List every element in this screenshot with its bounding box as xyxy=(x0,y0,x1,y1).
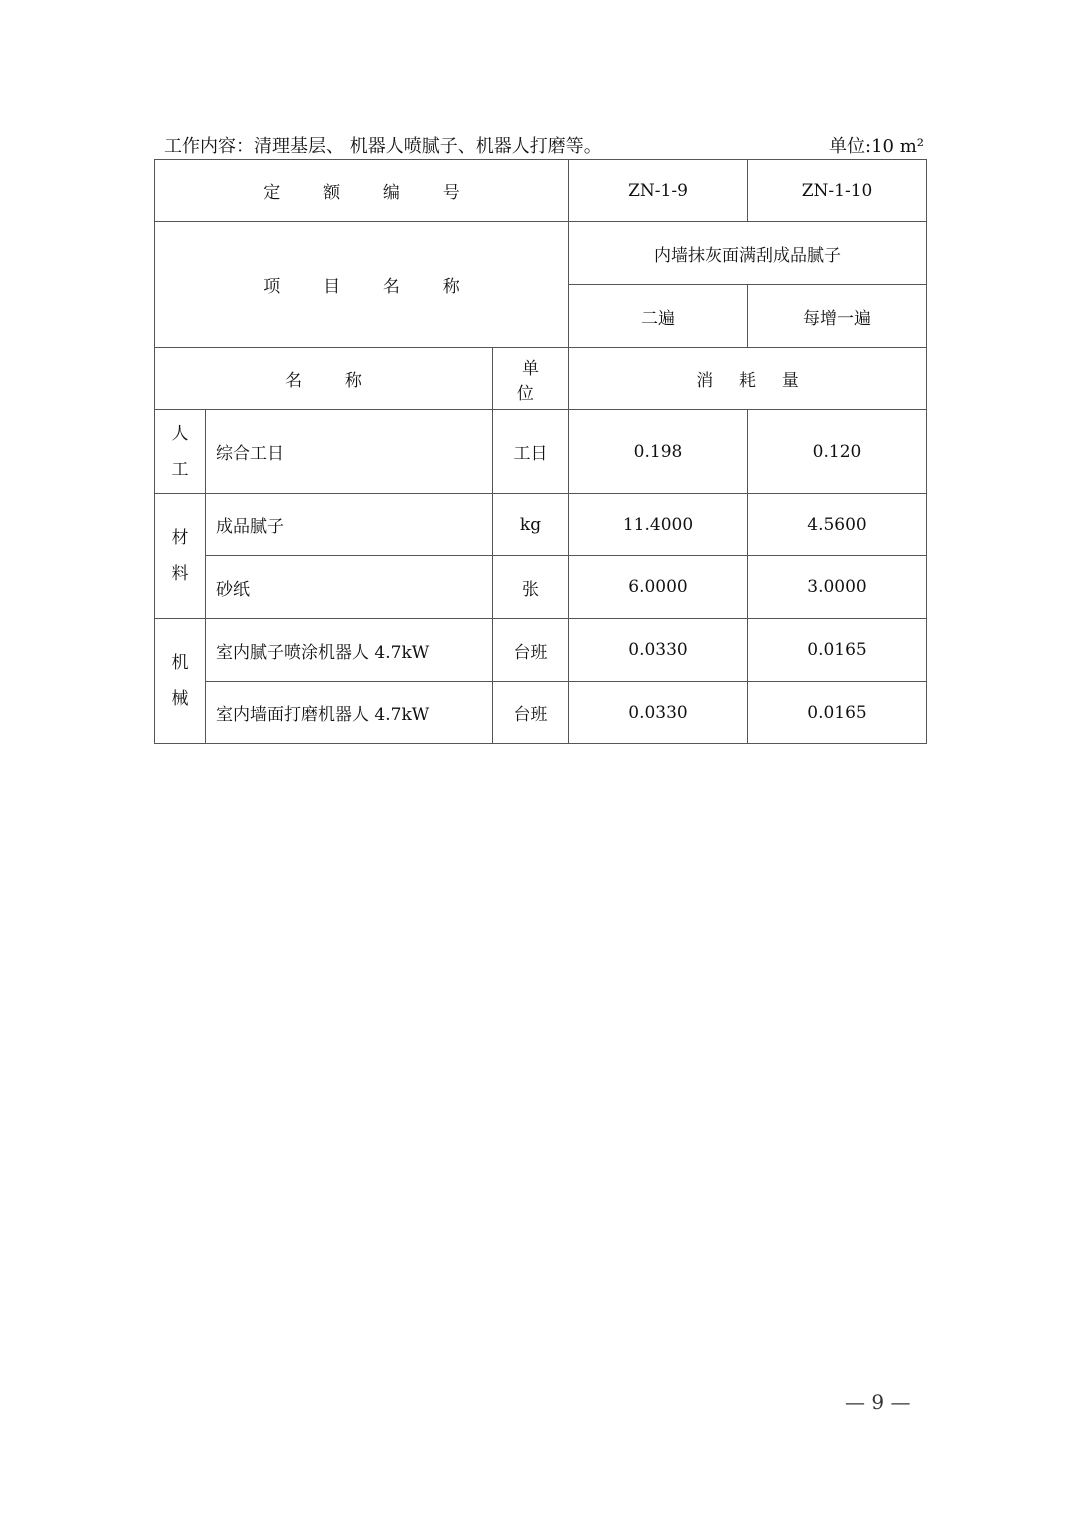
quota-code-label: 定 额 编 号 xyxy=(155,160,569,222)
row-value-2: 0.0165 xyxy=(748,619,927,682)
page-number: — 9 — xyxy=(845,1390,911,1414)
quota-table xyxy=(154,159,927,744)
unit-label: 单位:10 m² xyxy=(829,136,924,157)
row-name: 成品腻子 xyxy=(206,494,493,556)
col-name-header: 名 称 xyxy=(155,348,493,410)
row-value-1: 0.0330 xyxy=(569,619,748,682)
item-variant-1: 二遍 xyxy=(569,285,748,348)
quota-code-2: ZN-1-10 xyxy=(748,160,927,222)
row-value-1: 0.198 xyxy=(569,410,748,494)
item-name-label: 项 目 名 称 xyxy=(155,222,569,348)
row-unit: 工日 xyxy=(493,410,569,494)
row-name: 室内墙面打磨机器人 4.7kW xyxy=(206,682,493,744)
quota-code-1: ZN-1-9 xyxy=(569,160,748,222)
item-group: 内墙抹灰面满刮成品腻子 xyxy=(569,222,927,285)
row-name: 室内腻子喷涂机器人 4.7kW xyxy=(206,619,493,682)
col-consumption-header: 消 耗 量 xyxy=(569,348,927,410)
row-value-2: 0.120 xyxy=(748,410,927,494)
work-content: 工作内容：清理基层、 机器人喷腻子、机器人打磨等。 xyxy=(164,136,602,157)
row-value-1: 6.0000 xyxy=(569,556,748,619)
row-unit: kg xyxy=(493,494,569,556)
row-value-2: 0.0165 xyxy=(748,682,927,744)
row-value-2: 3.0000 xyxy=(748,556,927,619)
row-value-1: 11.4000 xyxy=(569,494,748,556)
row-unit: 张 xyxy=(493,556,569,619)
row-unit: 台班 xyxy=(493,682,569,744)
row-value-2: 4.5600 xyxy=(748,494,927,556)
col-unit-header: 单 位 xyxy=(493,348,569,410)
item-variant-2: 每增一遍 xyxy=(748,285,927,348)
category-machinery: 机 械 xyxy=(155,619,206,744)
row-name: 综合工日 xyxy=(206,410,493,494)
category-labor: 人 工 xyxy=(155,410,206,494)
row-name: 砂纸 xyxy=(206,556,493,619)
row-value-1: 0.0330 xyxy=(569,682,748,744)
row-unit: 台班 xyxy=(493,619,569,682)
category-materials: 材 料 xyxy=(155,494,206,619)
